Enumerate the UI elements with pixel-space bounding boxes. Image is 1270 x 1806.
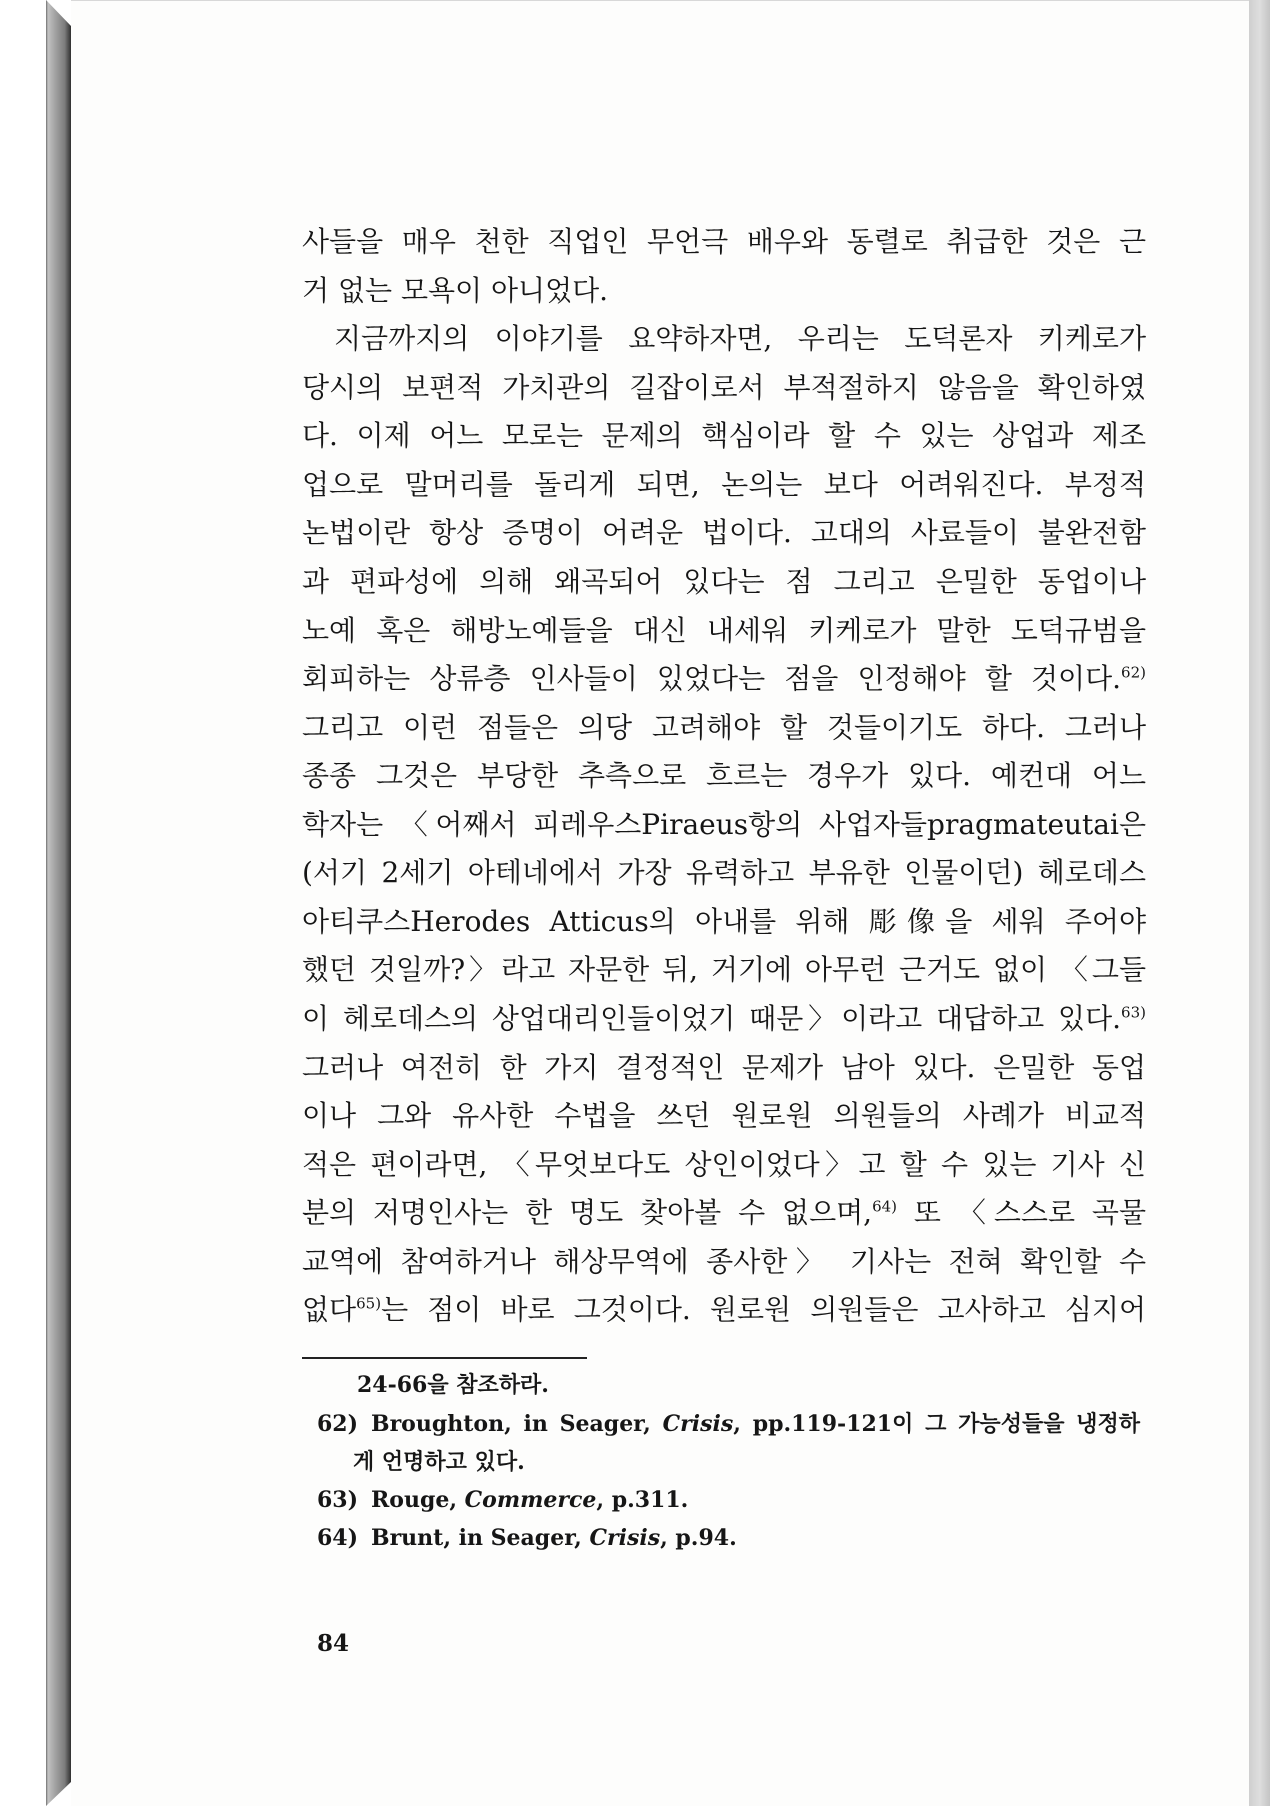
footnote-63 [317, 1481, 688, 1519]
footnote-text-part: Rouge, [371, 1487, 465, 1513]
body-line: 학자는 〈어째서 피레우스Piraeus항의 사업자들pragmateutai은 [302, 807, 1146, 841]
footnote-62 [317, 1405, 1140, 1443]
footnote-text [371, 1481, 688, 1519]
footnote-ref: 62) [1121, 663, 1146, 682]
body-line: 지금까지의 이야기를 요약하자면, 우리는 도덕론자 키케로가 [334, 322, 1146, 356]
body-line-text: 분의 저명인사는 한 명도 찾아볼 수 없으며, [302, 1196, 873, 1230]
body-line: 그러나 여전히 한 가지 결정적인 문제가 남아 있다. 은밀한 동업 [302, 1050, 1146, 1084]
footnote-ref: 65) [356, 1295, 382, 1314]
footnote-number: 63) [317, 1487, 359, 1513]
body-line: 다. 이제 어느 모로는 문제의 핵심이라 할 수 있는 상업과 제조 [302, 419, 1146, 453]
footnote-text-part: Broughton, in Seager, [371, 1411, 663, 1437]
footnote-number: 64) [317, 1525, 359, 1551]
footnote-64 [317, 1519, 737, 1557]
body-line: (서기 2세기 아테네에서 가장 유력하고 부유한 인물이던) 헤로데스 [302, 856, 1146, 890]
footnote-title: Commerce [464, 1487, 597, 1513]
body-line: 종종 그것은 부당한 추측으로 흐르는 경우가 있다. 예컨대 어느 [302, 759, 1146, 793]
body-line: 당시의 보편적 가치관의 길잡이로서 부적절하지 않음을 확인하였 [302, 370, 1146, 404]
book-page-edge [46, 0, 71, 1806]
body-line-text: 없다 [302, 1293, 357, 1327]
body-line: 사들을 매우 천한 직업인 무언극 배우와 동렬로 취급한 것은 근 [302, 225, 1146, 258]
body-text [302, 218, 1146, 1335]
body-line: 과 편파성에 의해 왜곡되어 있다는 점 그리고 은밀한 동업이나 [302, 564, 1146, 598]
body-line: 적은 편이라면, 〈무엇보다도 상인이었다〉고 할 수 있는 기사 신 [302, 1147, 1146, 1181]
footnote-text [371, 1519, 737, 1557]
footnote-text [371, 1405, 1140, 1443]
body-line: 아티쿠스Herodes Atticus의 아내를 위해 彫像을 세워 주어야 [302, 904, 1146, 938]
body-line: 그리고 이런 점들은 의당 고려해야 할 것들이기도 하다. 그러나 [302, 710, 1146, 744]
page-number: 84 [317, 1630, 350, 1657]
body-line: 거 없는 모욕이 아니었다. [302, 273, 609, 307]
body-line [302, 1286, 1146, 1335]
body-line: 업으로 말머리를 돌리게 되면, 논의는 보다 어려워진다. 부정적 [302, 467, 1146, 501]
page-shadow [1249, 0, 1270, 1806]
body-line: 했던 것일까?〉라고 자문한 뒤, 거기에 아무런 근거도 없이 〈그들 [302, 953, 1146, 987]
footnote-text-part: , p.94. [660, 1525, 737, 1551]
footnote-continuation: 게 언명하고 있다. [353, 1449, 525, 1475]
body-line [302, 655, 1146, 704]
body-line: 교역에 참여하거나 해상무역에 종사한〉 기사는 전혀 확인할 수 [302, 1244, 1146, 1278]
body-line [302, 1189, 1146, 1238]
body-line-text: 또 〈스스로 곡물 [897, 1196, 1146, 1230]
footnote-title: Crisis [662, 1411, 734, 1437]
footnote-separator [302, 1357, 587, 1359]
body-line-text: 는 점이 바로 그것이다. 원로원 의원들은 고사하고 심지어 [381, 1293, 1146, 1327]
body-line: 노예 혹은 해방노예들을 대신 내세워 키케로가 말한 도덕규범을 [302, 613, 1146, 647]
footnote-text-part: , pp.119-121이 그 가능성들을 냉정하 [733, 1411, 1140, 1437]
footnote-number: 62) [317, 1411, 359, 1437]
body-line-text: 회피하는 상류층 인사들이 있었다는 점을 인정해야 할 것이다. [302, 662, 1122, 696]
footnote-ref: 64) [872, 1197, 898, 1216]
body-line-text: 이 헤로데스의 상업대리인들이었기 때문〉이라고 대답하고 있다. [302, 1002, 1122, 1035]
footnote-text-part: , p.311. [596, 1487, 689, 1513]
body-line: 이나 그와 유사한 수법을 쓰던 원로원 의원들의 사례가 비교적 [302, 1099, 1146, 1133]
footnote-ref: 63) [1121, 1003, 1146, 1022]
footnote-continued: 24-66을 참조하라. [357, 1372, 549, 1398]
footnote-title: Crisis [589, 1525, 661, 1551]
body-line: 논법이란 항상 증명이 어려운 법이다. 고대의 사료들이 불완전함 [302, 516, 1146, 550]
body-line [302, 995, 1146, 1044]
footnote-text-part: Brunt, in Seager, [371, 1525, 590, 1551]
